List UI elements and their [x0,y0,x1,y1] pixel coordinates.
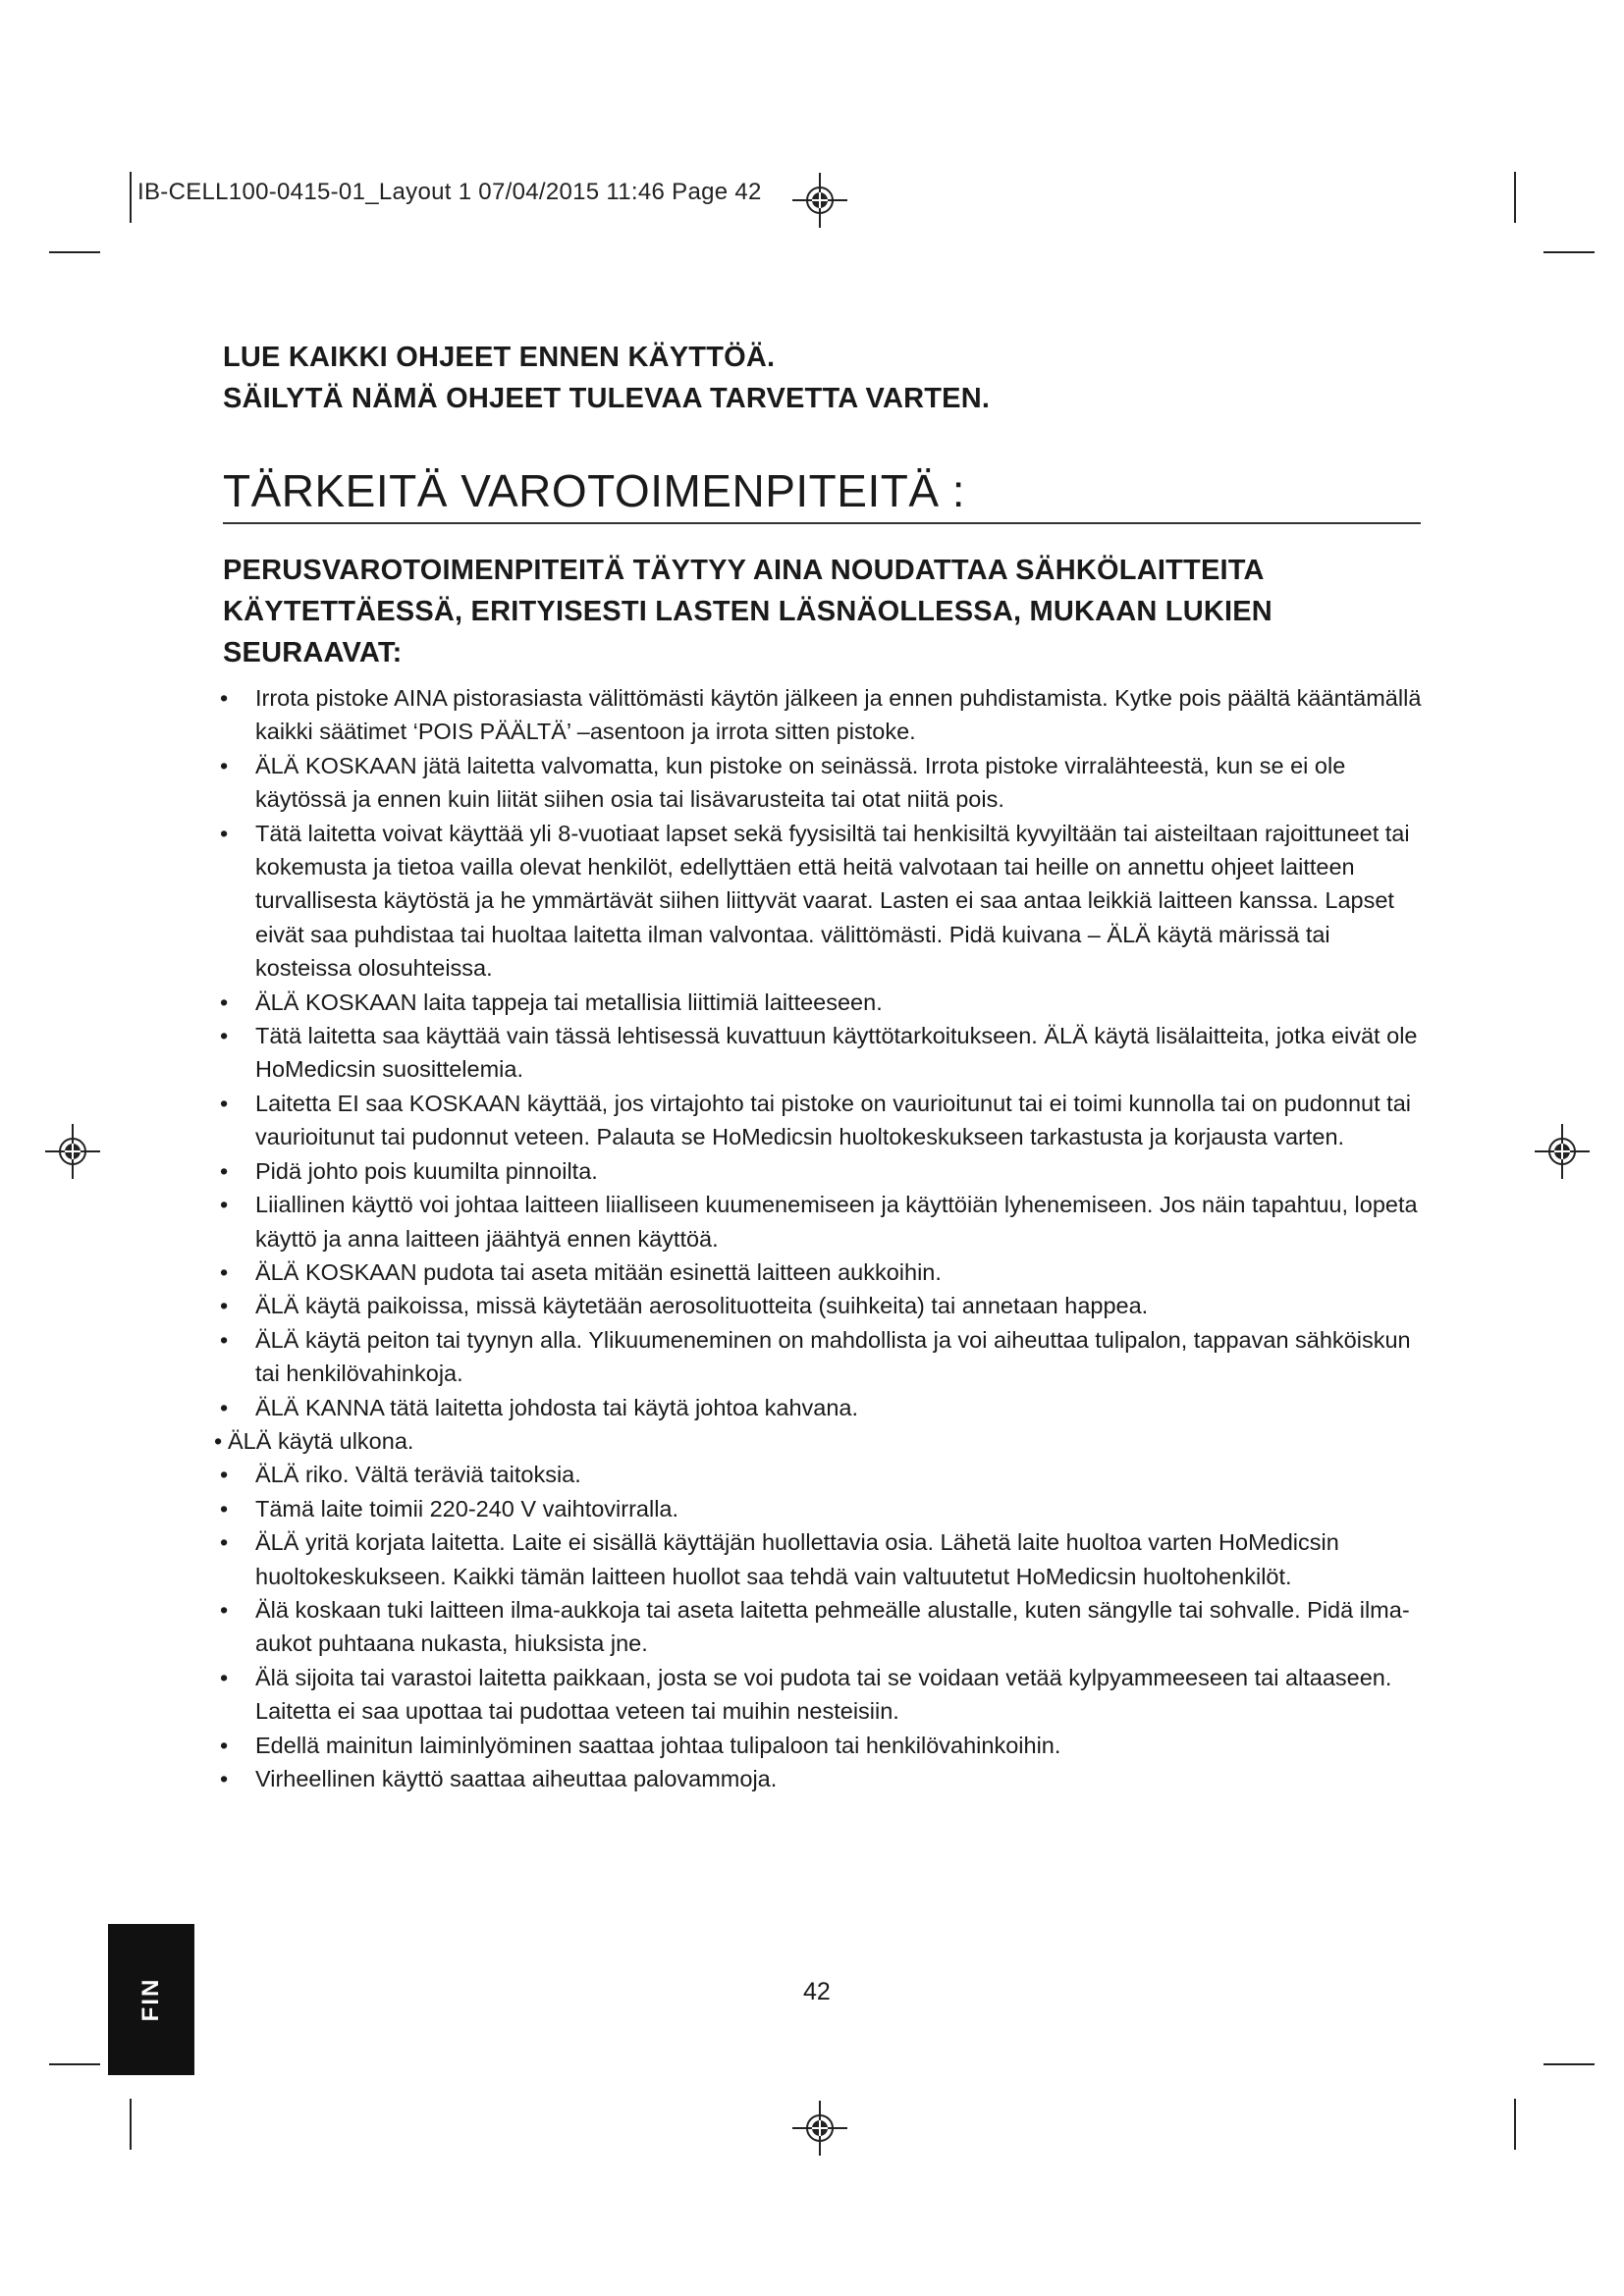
crop-mark-bottom-left-horizontal [49,2063,100,2065]
bullet-icon: • [214,1427,223,1454]
crop-mark-top-left-vertical [130,172,132,223]
bullet-icon: • [220,988,229,1015]
registration-mark-top-icon [792,173,847,228]
list-item [214,1458,1432,1491]
list-item [214,1323,1432,1391]
list-item [214,1424,1432,1458]
crop-mark-bottom-right-vertical [1514,2099,1516,2150]
list-item [214,1593,1432,1661]
crop-mark-top-right-vertical [1514,172,1516,223]
language-tab [108,1924,194,2075]
bullet-icon: • [220,1462,229,1488]
registration-mark-bottom-icon [792,2101,847,2156]
bullet-icon: • [220,1293,229,1319]
list-item [214,1762,1432,1795]
language-tab-label: FIN [137,1977,164,2022]
list-item-text: Virheellinen käyttö saattaa aiheuttaa palovammoja. [255,1766,778,1791]
list-item [214,1019,1432,1087]
bullet-icon: • [220,1766,229,1791]
bullet-icon: • [220,1596,229,1623]
intro-heading [223,337,1421,419]
crop-mark-bottom-left-vertical [130,2099,132,2150]
list-item [214,1661,1432,1729]
bullet-icon: • [220,1529,229,1556]
bullet-icon: • [220,685,229,711]
list-item [214,749,1432,817]
list-item-text: Irrota pistoke AINA pistorasiasta välittömästi käytön jälkeen ja ennen puhdistamista. Kytke pois päältä kääntämällä kaikki säätimet ‘POIS PÄÄLTÄ’ –asentoon ja irrota sitten pistoke. [255,685,1422,745]
list-item [214,1289,1432,1322]
list-item-text: Tämä laite toimii 220-240 V vaihtovirralla. [255,1495,679,1522]
list-item-text: ÄLÄ KANNA tätä laitetta johdosta tai käytä johtoa kahvana. [255,1394,858,1420]
crop-mark-top-left-horizontal [49,251,100,253]
crop-mark-top-right-horizontal [1543,251,1595,253]
list-item [214,1492,1432,1525]
list-item-text: ÄLÄ riko. Vältä teräviä taitoksia. [255,1462,581,1488]
list-item [214,817,1432,986]
page-title: TÄRKEITÄ VAROTOIMENPITEITÄ : [223,463,1421,524]
page-number: 42 [803,1978,831,2005]
list-item-text: ÄLÄ käytä peiton tai tyynyn alla. Ylikuumeneminen on mahdollista ja voi aiheuttaa tulipalon, tappavan sähköiskun tai henkilövahinkoja. [255,1326,1411,1387]
bullet-icon: • [220,752,229,778]
list-item-text: Pidä johto pois kuumilta pinnoilta. [255,1157,598,1184]
print-slug-line: IB-CELL100-0415-01_Layout 1 07/04/2015 11:46 Page 42 [137,179,762,205]
bullet-icon: • [220,1394,229,1420]
precautions-list [214,681,1432,1795]
list-item-text: Älä sijoita tai varastoi laitetta paikkaan, josta se voi pudota tai se voidaan vetää kylpyammeeseen tai altaaseen. Laitetta ei saa upottaa tai pudottaa veteen tai muihin nesteisiin. [255,1664,1392,1725]
section-subheading: PERUSVAROTOIMENPITEITÄ TÄYTYY AINA NOUDATTAA SÄHKÖLAITTEITA KÄYTETTÄESSÄ, ERITYISESTI LASTEN LÄSNÄOLLESSA, MUKAAN LUKIEN SEURAAVAT: [223,555,1272,668]
bullet-icon: • [220,1090,229,1116]
crop-mark-bottom-right-horizontal [1543,2063,1595,2065]
list-item [214,1525,1432,1593]
list-item-text: Edellä mainitun laiminlyöminen saattaa johtaa tulipaloon tai henkilövahinkoihin. [255,1732,1061,1758]
list-item [214,1087,1432,1154]
list-item [214,1188,1432,1255]
list-item [214,1255,1432,1289]
bullet-icon: • [220,1258,229,1285]
intro-line-2: SÄILYTÄ NÄMÄ OHJEET TULEVAA TARVETTA VARTEN. [223,383,991,414]
bullet-icon: • [220,1495,229,1522]
bullet-icon: • [220,820,229,846]
bullet-icon: • [220,1326,229,1353]
list-item [214,1391,1432,1424]
list-item-text: ÄLÄ käytä paikoissa, missä käytetään aerosolituotteita (suihkeita) tai annetaan happea. [255,1293,1149,1319]
list-item-text: Liiallinen käyttö voi johtaa laitteen liialliseen kuumenemiseen ja käyttöiän lyhenemiseen. Jos näin tapahtuu, lopeta käyttö ja anna laitteen jäähtyä ennen käyttöä. [255,1192,1418,1252]
list-item [214,1729,1432,1762]
bullet-icon: • [220,1192,229,1218]
list-item-text: Tätä laitetta voivat käyttää yli 8-vuotiaat lapset sekä fyysisiltä tai henkisiltä kyvyiltään tai aisteiltaan rajoittuneet tai kokemusta ja tietoa vailla olevat henkilöt, edellyttäen että heitä valvotaan tai heille on annettu ohjeet laitteen turvallisesta käytöstä ja he ymmärtävät siihen liittyvät vaarat. Lasten ei saa antaa leikkiä laitteen kanssa. Lapset eivät saa puhdistaa tai huoltaa laitetta ilman valvontaa. välittömästi. Pidä kuivana – ÄLÄ käytä märissä tai kosteissa olosuhteissa. [255,820,1410,982]
list-item-text: ÄLÄ käytä ulkona. [228,1427,414,1454]
bullet-icon: • [220,1157,229,1184]
bullet-icon: • [220,1023,229,1049]
bullet-icon: • [220,1732,229,1758]
registration-mark-left-icon [45,1124,100,1179]
list-item-text: Älä koskaan tuki laitteen ilma-aukkoja tai aseta laitetta pehmeälle alustalle, kuten sängylle tai sohvalle. Pidä ilma-aukot puhtaana nukasta, hiuksista jne. [255,1596,1410,1657]
list-item-text: Tätä laitetta saa käyttää vain tässä lehtisessä kuvattuun käyttötarkoitukseen. ÄLÄ käytä lisälaitteita, jotka eivät ole HoMedicsin suosittelemia. [255,1023,1418,1083]
intro-line-1: LUE KAIKKI OHJEET ENNEN KÄYTTÖÄ. [223,342,776,373]
registration-mark-right-icon [1535,1124,1590,1179]
list-item [214,986,1432,1019]
list-item [214,1154,1432,1188]
list-item-text: ÄLÄ KOSKAAN laita tappeja tai metallisia liittimiä laitteeseen. [255,988,883,1015]
list-item [214,681,1432,749]
list-item-text: ÄLÄ KOSKAAN pudota tai aseta mitään esinettä laitteen aukkoihin. [255,1258,942,1285]
bullet-icon: • [220,1664,229,1690]
list-item-text: ÄLÄ KOSKAAN jätä laitetta valvomatta, kun pistoke on seinässä. Irrota pistoke virralähteestä, kun se ei ole käytössä ja ennen kuin liität siihen osia tai lisävarusteita tai otat niitä pois. [255,752,1346,813]
list-item-text: ÄLÄ yritä korjata laitetta. Laite ei sisällä käyttäjän huollettavia osia. Lähetä laite huoltoa varten HoMedicsin huoltokeskukseen. Kaikki tämän laitteen huollot saa tehdä vain valtuutetut HoMedicsin huoltohenkilöt. [255,1529,1339,1589]
list-item-text: Laitetta EI saa KOSKAAN käyttää, jos virtajohto tai pistoke on vaurioitunut tai ei toimi kunnolla tai on pudonnut tai vaurioitunut tai pudonnut veteen. Palauta se HoMedicsin huoltokeskukseen tarkastusta ja korjausta varten. [255,1090,1411,1150]
